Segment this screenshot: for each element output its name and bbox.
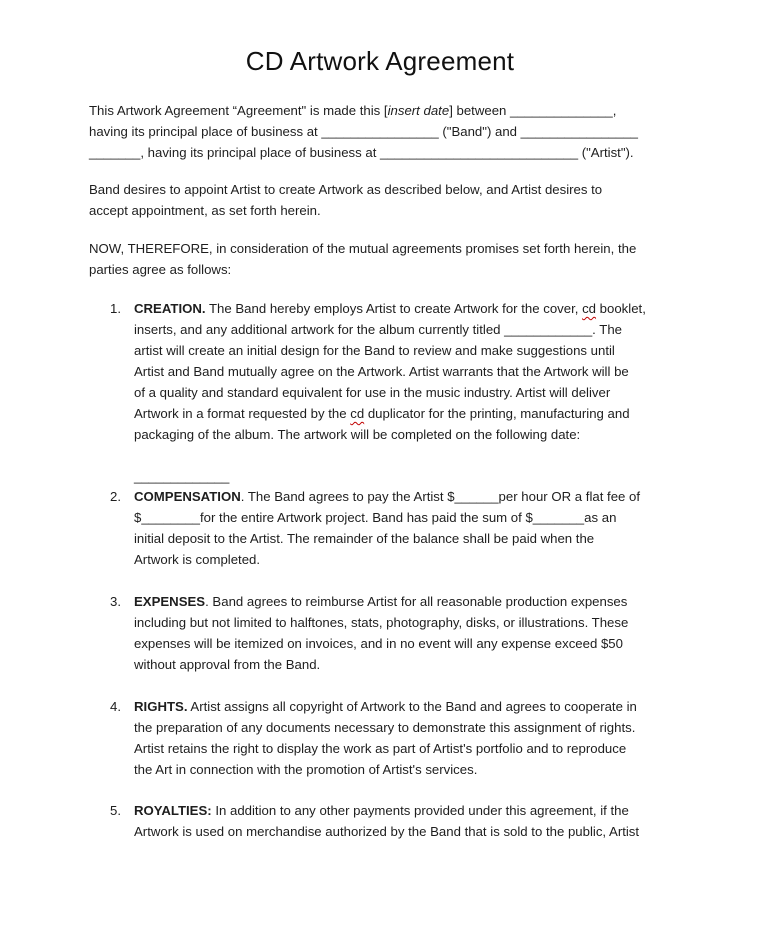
- document-title: CD Artwork Agreement: [245, 46, 515, 76]
- clause-number: 2.: [110, 489, 121, 504]
- clause-body: RIGHTS. Artist assigns all copyright of Artwork to the Band and agrees to cooperate in the preparation of any documents necessary to demonstrate this assignment of rights. Artist retains the right to display the work as part of Artist's portfolio and to reproduce the Art in connection with the promotion of Artist's services.: [134, 699, 637, 777]
- misspelling: cd: [582, 301, 597, 316]
- clause-body: EXPENSES. Band agrees to reimburse Artist for all reasonable production expenses including but not limited to halftones, stats, photography, disks, or illustrations. These expenses will be itemized on invoices, and in no event will any expense exceed $50 without approval from the Band.: [134, 594, 629, 672]
- intro-line: having its principal place of business at ________________ ("Band") and ________________: [89, 124, 639, 139]
- clause-number: 5.: [110, 803, 121, 818]
- clause-number: 3.: [110, 594, 121, 609]
- clause-body: CREATION. The Band hereby employs Artist to create Artwork for the cover, cd booklet, inserts, and any additional artwork for the album currently titled ____________. The artist will create an initial design for the Band to review and make suggestions until Artist and Band mutually agree on the Artwork. Artist warrants that the Artwork will be of a quality and standard equivalent for use in the music industry. Artist will deliver Artwork in a format requested by the cd duplicator for the printing, manufacturing and packaging of the album. The artwork will be completed on the following date: _____________: [134, 298, 646, 487]
- misspelling: cd: [350, 406, 365, 421]
- clause-number: 1.: [110, 301, 121, 316]
- clause-heading: COMPENSATION: [134, 489, 241, 504]
- clause-heading: CREATION.: [134, 301, 206, 316]
- clause-heading: EXPENSES: [134, 594, 206, 609]
- clause-body: COMPENSATION. The Band agrees to pay the Artist $______per hour OR a flat fee of $________for the entire Artwork project. Band has paid the sum of $_______as an initial deposit to the Artist. The remainder of the balance shall be paid when the Artwork is completed.: [134, 489, 641, 567]
- recital-paragraph: Band desires to appoint Artist to create Artwork as described below, and Artist desires to accept appointment, as set forth herein.: [89, 182, 603, 218]
- clause-heading: ROYALTIES:: [134, 803, 212, 818]
- clause-number: 4.: [110, 699, 121, 714]
- intro-paragraph: [89, 100, 689, 163]
- now-therefore-paragraph: NOW, THEREFORE, in consideration of the mutual agreements promises set forth herein, the parties agree as follows:: [89, 241, 637, 277]
- intro-line: This Artwork Agreement “Agreement" is made this [insert date] between ______________,: [89, 103, 617, 118]
- clause-heading: RIGHTS.: [134, 699, 188, 714]
- date-blank: _____________: [134, 469, 230, 484]
- clause-body: ROYALTIES: In addition to any other payments provided under this agreement, if the Artwork is used on merchandise authorized by the Band that is sold to the public, Artist: [134, 803, 640, 839]
- intro-line: _______, having its principal place of business at ___________________________ ("Artist").: [89, 145, 634, 160]
